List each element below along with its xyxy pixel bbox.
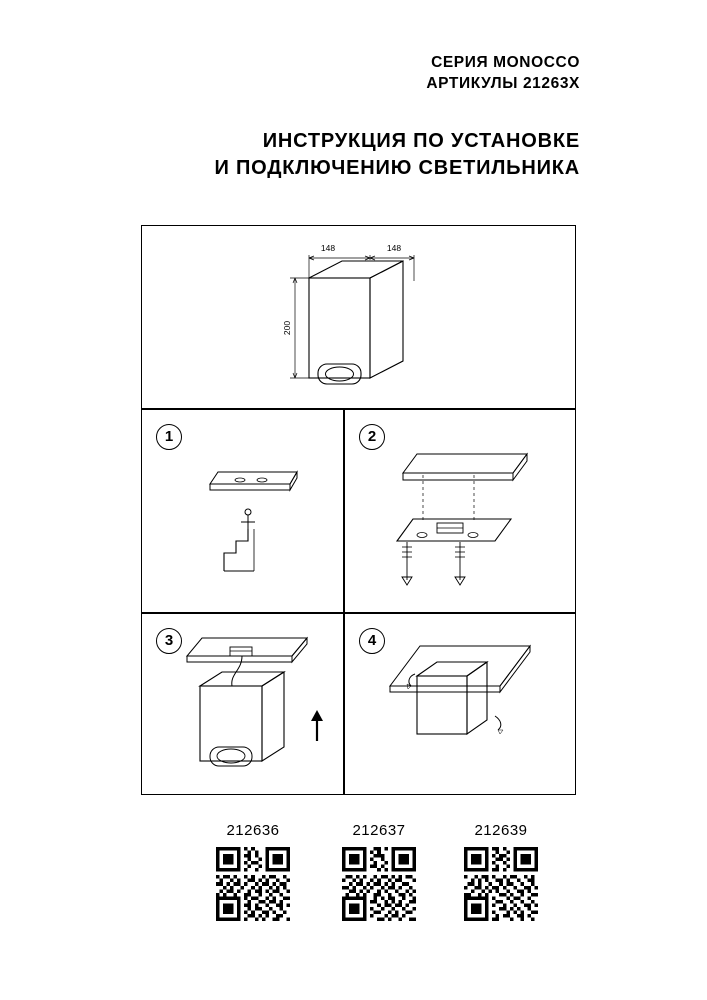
title-line-1: ИНСТРУКЦИЯ ПО УСТАНОВКЕ <box>262 130 580 152</box>
dim-depth-text: 148 <box>386 243 402 253</box>
overview-panel <box>141 225 576 409</box>
qr-item <box>319 822 439 921</box>
series-label: СЕРИЯ MONOCCO <box>431 54 580 71</box>
step-4-number: 4 <box>359 628 385 654</box>
qr-code-image[interactable] <box>464 847 538 921</box>
qr-section <box>141 822 576 942</box>
qr-code-label: 212637 <box>352 822 406 839</box>
overview-drawing <box>142 226 575 408</box>
step-3-number: 3 <box>156 628 182 654</box>
qr-code-image[interactable] <box>216 847 290 921</box>
qr-item <box>441 822 561 921</box>
header <box>426 52 580 94</box>
dim-height-text: 200 <box>282 320 292 336</box>
step-2-panel <box>344 409 576 613</box>
dim-width-text: 148 <box>320 243 336 253</box>
qr-code-label: 212639 <box>474 822 528 839</box>
page-title <box>214 128 580 182</box>
step-1-number: 1 <box>156 424 182 450</box>
step-3-panel <box>141 613 344 795</box>
qr-code-label: 212636 <box>226 822 280 839</box>
step-2-number: 2 <box>359 424 385 450</box>
step-1-panel <box>141 409 344 613</box>
qr-code-image[interactable] <box>342 847 416 921</box>
qr-item <box>193 822 313 921</box>
title-line-2: И ПОДКЛЮЧЕНИЮ СВЕТИЛЬНИКА <box>214 157 580 179</box>
articles-label: АРТИКУЛЫ 21263X <box>426 75 580 92</box>
step-4-panel <box>344 613 576 795</box>
